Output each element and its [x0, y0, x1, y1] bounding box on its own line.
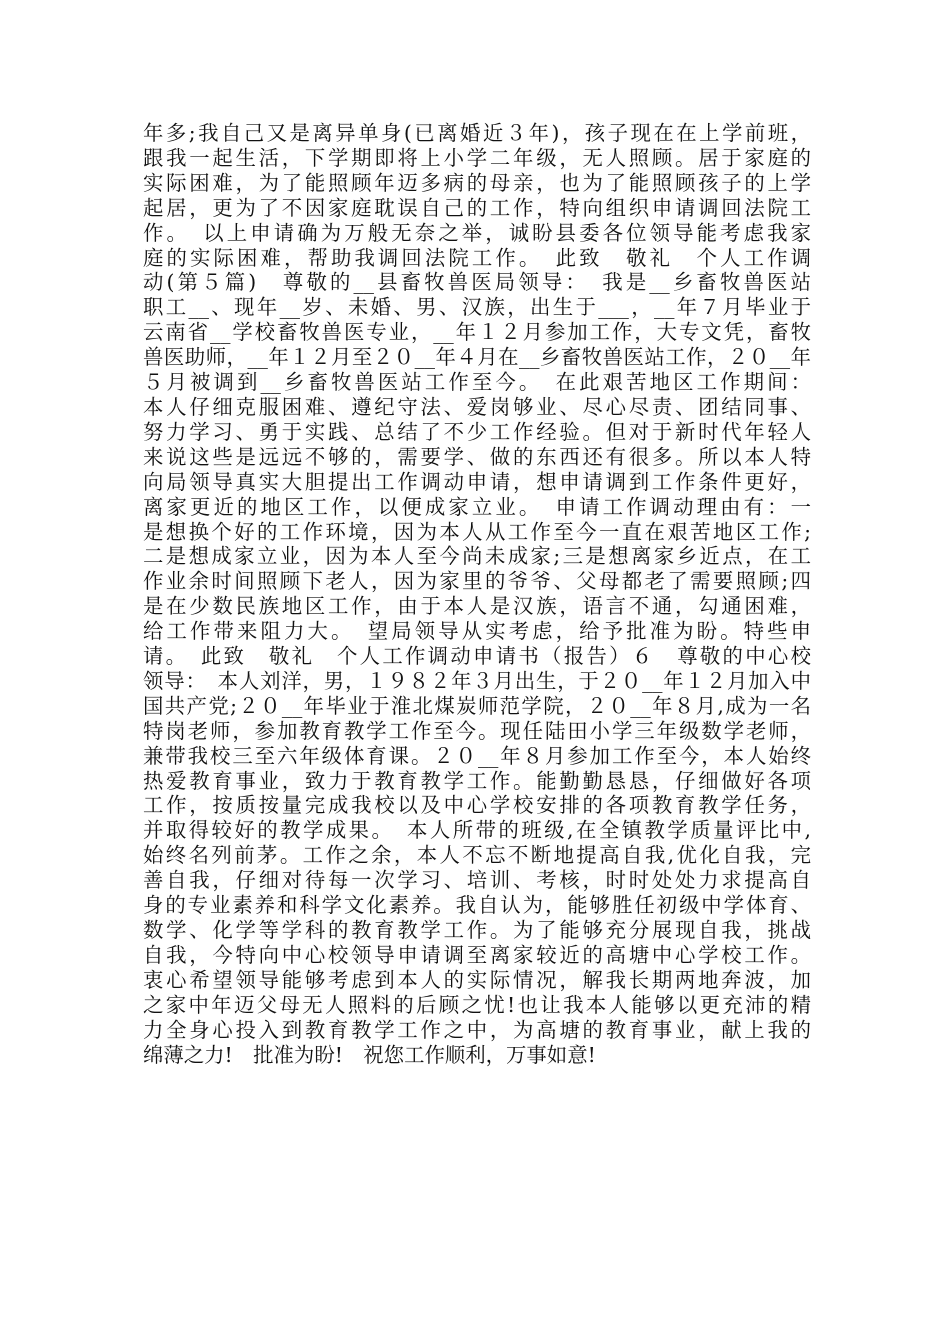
text-line: 作。 以上申请确为万般无奈之举，诚盼县委各位领导能考虑我家: [143, 220, 811, 245]
text-line: 向局领导真实大胆提出工作调动申请，想申请调到工作条件更好，: [143, 469, 811, 494]
text-line: 特岗老师，参加教育教学工作至今。现任陆田小学三年级数学老师，: [143, 718, 811, 743]
text-line: 力全身心投入到教育教学工作之中，为高塘的教育事业，献上我的: [143, 1017, 811, 1042]
text-line: 是想换个好的工作环境，因为本人从工作至今一直在艰苦地区工作;: [143, 519, 811, 544]
text-line: 起居，更为了不因家庭耽误自己的工作，特向组织申请调回法院工: [143, 195, 811, 220]
text-line: 来说这些是远远不够的，需要学、做的东西还有很多。所以本人特: [143, 444, 811, 469]
text-line: 年多;我自己又是离异单身(已离婚近３年)，孩子现在在上学前班，: [143, 121, 811, 145]
text-line: 之家中年迈父母无人照料的后顾之忧!也让我本人能够以更充沛的精: [143, 992, 811, 1017]
text-line: 国共产党;２０__年毕业于淮北煤炭师范学院，２０__年８月,成为一名: [143, 693, 811, 718]
text-line: 职工__、现年__岁、未婚、男、汉族，出生于___，__年７月毕业于: [143, 295, 811, 320]
text-line: 动(第５篇) 尊敬的__县畜牧兽医局领导： 我是__乡畜牧兽医站: [143, 270, 811, 295]
text-line: 始终名列前茅。工作之余，本人不忘不断地提高自我,优化自我，完: [143, 843, 811, 868]
text-line: 请。 此致 敬礼 个人工作调动申请书（报告）６ 尊敬的中心校: [143, 644, 811, 669]
text-line: 给工作带来阻力大。 望局领导从实考虑，给予批准为盼。特些申: [143, 619, 811, 644]
text-line: 工作，按质按量完成我校以及中心学校安排的各项教育教学任务，: [143, 793, 811, 818]
text-line: 庭的实际困难，帮助我调回法院工作。 此致 敬礼 个人工作调: [143, 245, 811, 270]
text-line: 绵薄之力! 批准为盼! 祝您工作顺利，万事如意!: [143, 1042, 596, 1067]
text-line: 作业余时间照顾下老人，因为家里的爷爷、父母都老了需要照顾;四: [143, 569, 811, 594]
text-line: 实际困难，为了能照顾年迈多病的母亲，也为了能照顾孩子的上学: [143, 170, 811, 195]
text-line: 跟我一起生活，下学期即将上小学二年级，无人照顾。居于家庭的: [143, 145, 811, 170]
text-line: 本人仔细克服困难、遵纪守法、爱岗够业、尽心尽责、团结同事、: [143, 394, 811, 419]
text-line: 身的专业素养和科学文化素养。我自认为，能够胜任初级中学体育、: [143, 893, 811, 918]
text-line: 努力学习、勇于实践、总结了不少工作经验。但对于新时代年轻人: [143, 419, 811, 444]
text-line: 兼带我校三至六年级体育课。２０__年８月参加工作至今，本人始终: [143, 743, 811, 768]
text-line: ５月被调到__乡畜牧兽医站工作至今。 在此艰苦地区工作期间：: [143, 370, 811, 395]
text-line: 善自我，仔细对待每一次学习、培训、考核，时时处处力求提高自: [143, 868, 811, 893]
text-line: 兽医助师，__年１２月至２０__年４月在__乡畜牧兽医站工作，２０__年: [143, 345, 811, 370]
text-line: 并取得较好的教学成果。 本人所带的班级,在全镇教学质量评比中,: [143, 818, 811, 843]
text-line: 领导： 本人刘洋，男，１９８２年３月出生，于２０__年１２月加入中: [143, 668, 811, 693]
text-line: 自我，今特向中心校领导申请调至离家较近的高塘中心学校工作。: [143, 942, 811, 967]
document-body: [143, 121, 811, 1067]
text-line: 衷心希望领导能够考虑到本人的实际情况，解我长期两地奔波，加: [143, 967, 811, 992]
text-line: 热爱教育事业，致力于教育教学工作。能勤勤恳恳，仔细做好各项: [143, 768, 811, 793]
text-line: 离家更近的地区工作，以便成家立业。 申请工作调动理由有：一: [143, 494, 811, 519]
text-line: 二是想成家立业，因为本人至今尚未成家;三是想离家乡近点，在工: [143, 544, 811, 569]
text-line: 是在少数民族地区工作，由于本人是汉族，语言不通，勾通困难，: [143, 594, 811, 619]
text-line: 云南省__学校畜牧兽医专业，__年１２月参加工作，大专文凭，畜牧: [143, 320, 811, 345]
text-line: 数学、化学等学科的教育教学工作。为了能够充分展现自我，挑战: [143, 918, 811, 942]
